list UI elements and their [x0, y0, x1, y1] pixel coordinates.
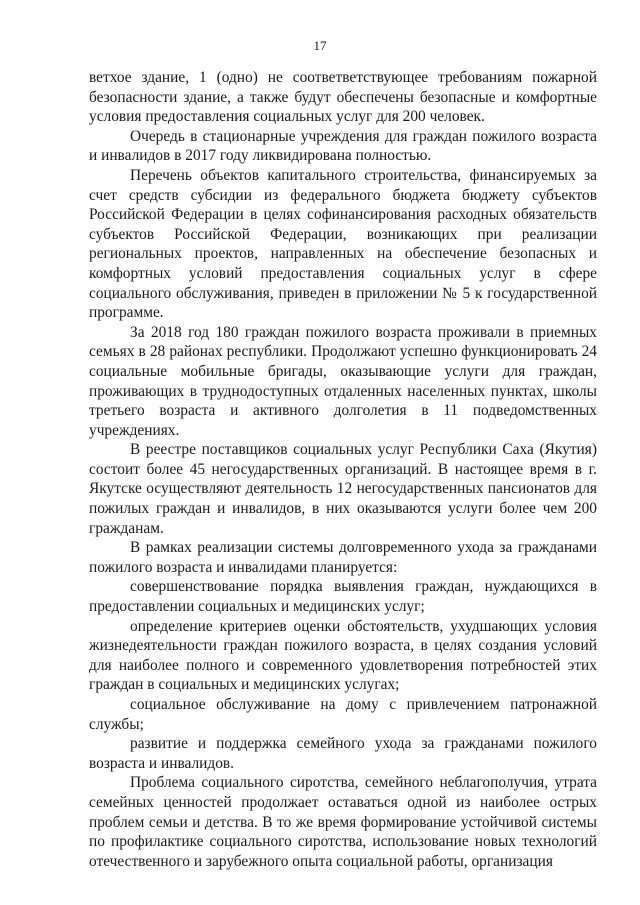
paragraph: В реестре поставщиков социальных услуг Республики Саха (Якутия) состоит более 45 негосударственных организаций. В настоящее время в г. Якутске осуществляют деятельность 12 негосударственных пансионатов для пожилых граждан и инвалидов, в них оказываются услуги более чем 200 гражданам. — [89, 441, 597, 537]
paragraph: ветхое здание, 1 (одно) не соответветствующее требованиям пожарной безопасности здание, а также будут обеспечены безопасные и комфортные условия предоставления социальных услуг для 200 человек. — [89, 69, 597, 126]
paragraph: Перечень объектов капитального строительства, финансируемых за счет средств субсидии из федерального бюджета бюджету субъектов Российской Федерации в целях софинансирования расходных обязательств субъектов Российской Федерации, возникающих при реализации региональных проектов, направленных на обеспечение безопасных и комфортных условий предоставления социальных услуг в сфере социального обслуживания, приведен в приложении № 5 к государственной программе. — [89, 166, 597, 322]
paragraph: За 2018 год 180 граждан пожилого возраста проживали в приемных семьях в 28 районах республики. Продолжают успешно функционировать 24 социальные мобильные бригады, оказывающие услуги для граждан, проживающих в труднодоступных отдаленных населенных пунктах, школы третьего возраста и активного долголетия в 11 подведомственных учреждениях. — [89, 323, 597, 439]
paragraph: Очередь в стационарные учреждения для граждан пожилого возраста и инвалидов в 2017 году ликвидирована полностью. — [89, 127, 597, 165]
document-body — [89, 68, 597, 871]
list-item: социальное обслуживание на дому с привлечением патронажной службы; — [89, 696, 597, 733]
paragraph: Проблема социального сиротства, семейного неблагополучия, утрата семейных ценностей продолжает оставаться одной из наиболее острых проблем семьи и детства. В то же время формирование устойчивой системы по профилактике социального сиротства, использование новых технологий отечественного и зарубежного опыта социальной работы, организация — [89, 774, 597, 870]
list-item: совершенствование порядка выявления граждан, нуждающихся в предоставлении социальных и медицинских услуг; — [89, 578, 597, 616]
paragraph: В рамках реализации системы долговременного ухода за гражданами пожилого возраста и инвалидами планируется: — [89, 539, 597, 576]
page-number: 17 — [313, 38, 327, 53]
list-item: определение критериев оценки обстоятельств, ухудшающих условия жизнедеятельности граждан пожилого возраста, в целях создания условий для наиболее полного и современного удовлетворения потребностей этих граждан в социальных и медицинских услугах; — [89, 617, 597, 694]
list-item: развитие и поддержка семейного ухода за гражданами пожилого возраста и инвалидов. — [89, 735, 597, 772]
